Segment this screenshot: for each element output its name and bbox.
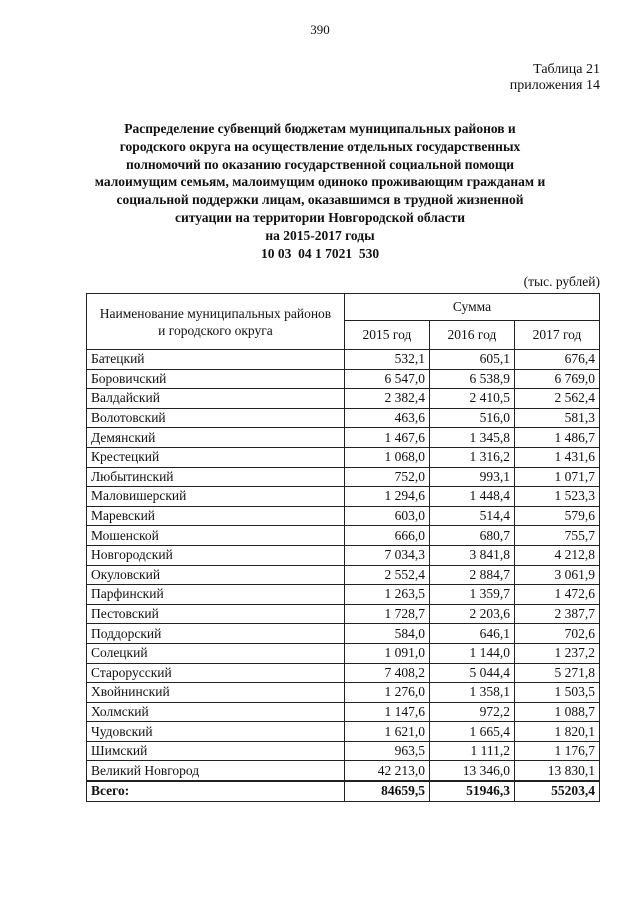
district-name-cell: Мошенской <box>87 526 345 546</box>
district-name-cell: Холмский <box>87 702 345 722</box>
table-row <box>87 369 600 389</box>
value-2016-cell: 646,1 <box>429 624 514 644</box>
value-2015-cell: 7 034,3 <box>344 545 429 565</box>
title-line: малоимущим семьям, малоимущим одиноко проживающим гражданам и <box>94 174 546 190</box>
table-row <box>87 624 600 644</box>
value-2015-cell: 1 467,6 <box>344 428 429 448</box>
table-reference <box>510 62 600 94</box>
value-2017-cell: 2 562,4 <box>514 389 599 409</box>
value-2017-cell: 1 237,2 <box>514 643 599 663</box>
district-name-cell: Маревский <box>87 506 345 526</box>
value-2017-cell: 1 176,7 <box>514 741 599 761</box>
value-2016-cell: 972,2 <box>429 702 514 722</box>
value-2015-cell: 6 547,0 <box>344 369 429 389</box>
table-row <box>87 702 600 722</box>
title-years: на 2015-2017 годы <box>265 227 375 243</box>
column-header-sum: Сумма <box>344 294 599 321</box>
district-name-cell: Старорусский <box>87 663 345 683</box>
value-2017-cell: 1 503,5 <box>514 683 599 703</box>
value-2015-cell: 1 294,6 <box>344 487 429 507</box>
value-2017-cell: 5 271,8 <box>514 663 599 683</box>
value-2017-cell: 1 088,7 <box>514 702 599 722</box>
table-row <box>87 565 600 585</box>
district-name-cell: Парфинский <box>87 585 345 605</box>
district-name-cell: Окуловский <box>87 565 345 585</box>
table-body <box>87 350 600 802</box>
table-row <box>87 389 600 409</box>
value-2017-cell: 4 212,8 <box>514 545 599 565</box>
column-header-2015: 2015 год <box>344 321 429 350</box>
value-2016-cell: 2 410,5 <box>429 389 514 409</box>
value-2015-cell: 463,6 <box>344 408 429 428</box>
value-2016-cell: 1 316,2 <box>429 447 514 467</box>
value-2017-cell: 1 523,3 <box>514 487 599 507</box>
table-row <box>87 467 600 487</box>
value-2015-cell: 7 408,2 <box>344 663 429 683</box>
table-row <box>87 487 600 507</box>
value-2017-cell: 6 769,0 <box>514 369 599 389</box>
value-2017-cell: 1 820,1 <box>514 722 599 742</box>
district-name-cell: Волотовский <box>87 408 345 428</box>
value-2017-cell: 1 486,7 <box>514 428 599 448</box>
district-name-cell: Любытинский <box>87 467 345 487</box>
title-line: Распределение субвенций бюджетам муниципальных районов и <box>124 121 516 136</box>
units-label: (тыс. рублей) <box>523 274 600 289</box>
table-ref-line1: Таблица 21 <box>533 62 600 77</box>
value-2017-cell: 579,6 <box>514 506 599 526</box>
table-row <box>87 506 600 526</box>
title-line: ситуации на территории Новгородской области <box>174 209 466 225</box>
value-2016-cell: 1 448,4 <box>429 487 514 507</box>
column-header-name-line1: Наименование муниципальных районов <box>99 305 332 321</box>
total-row <box>87 781 600 801</box>
table-row <box>87 408 600 428</box>
document-title <box>80 120 560 262</box>
district-name-cell: Крестецкий <box>87 447 345 467</box>
title-line: социальной поддержки лицам, оказавшимся в трудной жизненной <box>116 192 524 208</box>
column-header-2016: 2016 год <box>429 321 514 350</box>
subvention-table <box>86 293 600 802</box>
value-2015-cell: 2 552,4 <box>344 565 429 585</box>
value-2016-cell: 6 538,9 <box>429 369 514 389</box>
title-budget-code: 10 03 04 1 7021 530 <box>260 245 380 261</box>
value-2016-cell: 1 345,8 <box>429 428 514 448</box>
value-2016-cell: 1 111,2 <box>429 741 514 761</box>
district-name-cell: Батецкий <box>87 350 345 370</box>
value-2015-cell: 532,1 <box>344 350 429 370</box>
table-ref-line2: приложения 14 <box>509 78 600 93</box>
value-2015-cell: 603,0 <box>344 506 429 526</box>
value-2015-cell: 1 147,6 <box>344 702 429 722</box>
value-2017-cell: 3 061,9 <box>514 565 599 585</box>
value-2016-cell: 2 884,7 <box>429 565 514 585</box>
value-2015-cell: 752,0 <box>344 467 429 487</box>
table-row <box>87 447 600 467</box>
district-name-cell: Пестовский <box>87 604 345 624</box>
page-number: 390 <box>310 22 330 37</box>
value-2016-cell: 514,4 <box>429 506 514 526</box>
value-2015-cell: 963,5 <box>344 741 429 761</box>
district-name-cell: Маловишерский <box>87 487 345 507</box>
value-2017-cell: 1 071,7 <box>514 467 599 487</box>
district-name-cell: Великий Новгород <box>87 761 345 781</box>
value-2017-cell: 13 830,1 <box>514 761 599 781</box>
district-name-cell: Хвойнинский <box>87 683 345 703</box>
table-row <box>87 741 600 761</box>
value-2015-cell: 584,0 <box>344 624 429 644</box>
value-2017-cell: 702,6 <box>514 624 599 644</box>
total-label-cell: Всего: <box>87 781 345 801</box>
value-2017-cell: 581,3 <box>514 408 599 428</box>
value-2015-cell: 1 276,0 <box>344 683 429 703</box>
table-row <box>87 585 600 605</box>
value-2015-cell: 1 091,0 <box>344 643 429 663</box>
column-header-name <box>87 294 345 350</box>
district-name-cell: Солецкий <box>87 643 345 663</box>
table-row <box>87 604 600 624</box>
column-header-name-line2: и городского округа <box>158 322 273 338</box>
value-2016-cell: 516,0 <box>429 408 514 428</box>
value-2016-cell: 993,1 <box>429 467 514 487</box>
table-row <box>87 526 600 546</box>
value-2016-cell: 1 144,0 <box>429 643 514 663</box>
value-2015-cell: 42 213,0 <box>344 761 429 781</box>
table-row <box>87 428 600 448</box>
value-2017-cell: 676,4 <box>514 350 599 370</box>
district-name-cell: Боровичский <box>87 369 345 389</box>
district-name-cell: Демянский <box>87 428 345 448</box>
value-2016-cell: 13 346,0 <box>429 761 514 781</box>
total-2016-cell: 51946,3 <box>429 781 514 801</box>
value-2016-cell: 5 044,4 <box>429 663 514 683</box>
table-row <box>87 663 600 683</box>
value-2016-cell: 2 203,6 <box>429 604 514 624</box>
value-2016-cell: 605,1 <box>429 350 514 370</box>
column-header-2017: 2017 год <box>514 321 599 350</box>
value-2016-cell: 1 359,7 <box>429 585 514 605</box>
district-name-cell: Шимский <box>87 741 345 761</box>
value-2016-cell: 3 841,8 <box>429 545 514 565</box>
table-row <box>87 722 600 742</box>
value-2015-cell: 1 068,0 <box>344 447 429 467</box>
value-2017-cell: 1 431,6 <box>514 447 599 467</box>
total-2017-cell: 55203,4 <box>514 781 599 801</box>
value-2017-cell: 2 387,7 <box>514 604 599 624</box>
title-line: полномочий по оказанию государственной социальной помощи <box>125 156 515 172</box>
value-2017-cell: 755,7 <box>514 526 599 546</box>
table-row <box>87 761 600 781</box>
value-2017-cell: 1 472,6 <box>514 585 599 605</box>
value-2016-cell: 1 665,4 <box>429 722 514 742</box>
table-row <box>87 643 600 663</box>
table-row <box>87 350 600 370</box>
table-row <box>87 545 600 565</box>
value-2016-cell: 680,7 <box>429 526 514 546</box>
district-name-cell: Поддорский <box>87 624 345 644</box>
value-2015-cell: 666,0 <box>344 526 429 546</box>
district-name-cell: Валдайский <box>87 389 345 409</box>
district-name-cell: Новгородский <box>87 545 345 565</box>
value-2015-cell: 1 263,5 <box>344 585 429 605</box>
value-2016-cell: 1 358,1 <box>429 683 514 703</box>
table-row <box>87 683 600 703</box>
value-2015-cell: 1 728,7 <box>344 604 429 624</box>
title-line: городского округа на осуществление отдельных государственных <box>119 138 521 154</box>
total-2015-cell: 84659,5 <box>344 781 429 801</box>
value-2015-cell: 2 382,4 <box>344 389 429 409</box>
value-2015-cell: 1 621,0 <box>344 722 429 742</box>
district-name-cell: Чудовский <box>87 722 345 742</box>
